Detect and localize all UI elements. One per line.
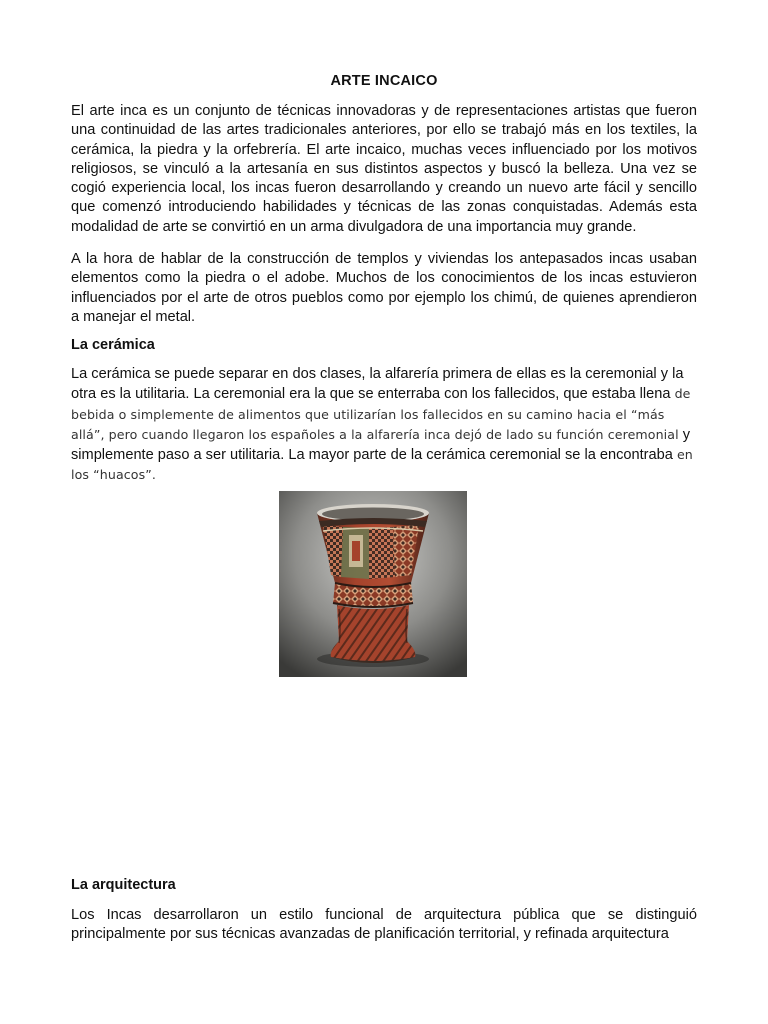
ceramics-text-part3: y simplemente paso a ser utilitaria. La mayor parte de la cerámica ceremonial se la encontraba (71, 426, 691, 464)
architecture-heading: La arquitectura (71, 877, 176, 893)
ceramics-text-part4: en los “huacos”. (71, 447, 693, 483)
construction-paragraph: A la hora de hablar de la construcción de templos y viviendas los antepasados incas usaban elementos como la piedra o el adobe. Muchos de los conocimientos de los incas estuvieron influenciados por el arte de otros pueblos como por ejemplo los chimú, de quienes aprendieron a manejar el metal. (71, 251, 697, 325)
document-title: ARTE INCAICO (330, 73, 438, 89)
ceramics-heading: La cerámica (71, 337, 155, 353)
ceramic-vessel-image (279, 491, 467, 677)
ceramics-text-part2: de bebida o simplemente de alimentos que utilizarían los fallecidos en su camino hacia el “más allá”, pero cuando llegaron los españoles a la alfarería inca dejó de lado su función ceremonial (71, 386, 691, 442)
intro-paragraph: El arte inca es un conjunto de técnicas innovadoras y de representaciones artistas que fueron una continuidad de las artes tradicionales anteriores, por ello se trabajó más en los textiles, la cerámica, la piedra y la orfebrería. El arte incaico, muchas veces influenciado por los motivos religiosos, se vinculó a la artesanía en sus distintos aspectos y buscó la belleza. Una vez se cogió experiencia local, los incas fueron desarrollando y creando un nuevo arte fácil y sencillo que comenzó introduciendo habilidades y técnicas de las zonas conquistadas. Además esta modalidad de arte se convirtió en un arma divulgadora de una importancia muy grande. (71, 103, 697, 235)
ceramics-text-part1: La cerámica se puede separar en dos clases, la alfarería primera de ellas es la ceremonial y la otra es la utilitaria. La ceremonial era la que se enterraba con los fallecidos, que estaba llena (71, 366, 684, 403)
ceramics-paragraph (71, 365, 697, 486)
architecture-paragraph: Los Incas desarrollaron un estilo funcional de arquitectura pública que se distinguió principalmente por sus técnicas avanzadas de planificación territorial, y refinada arquitectura (71, 907, 697, 943)
